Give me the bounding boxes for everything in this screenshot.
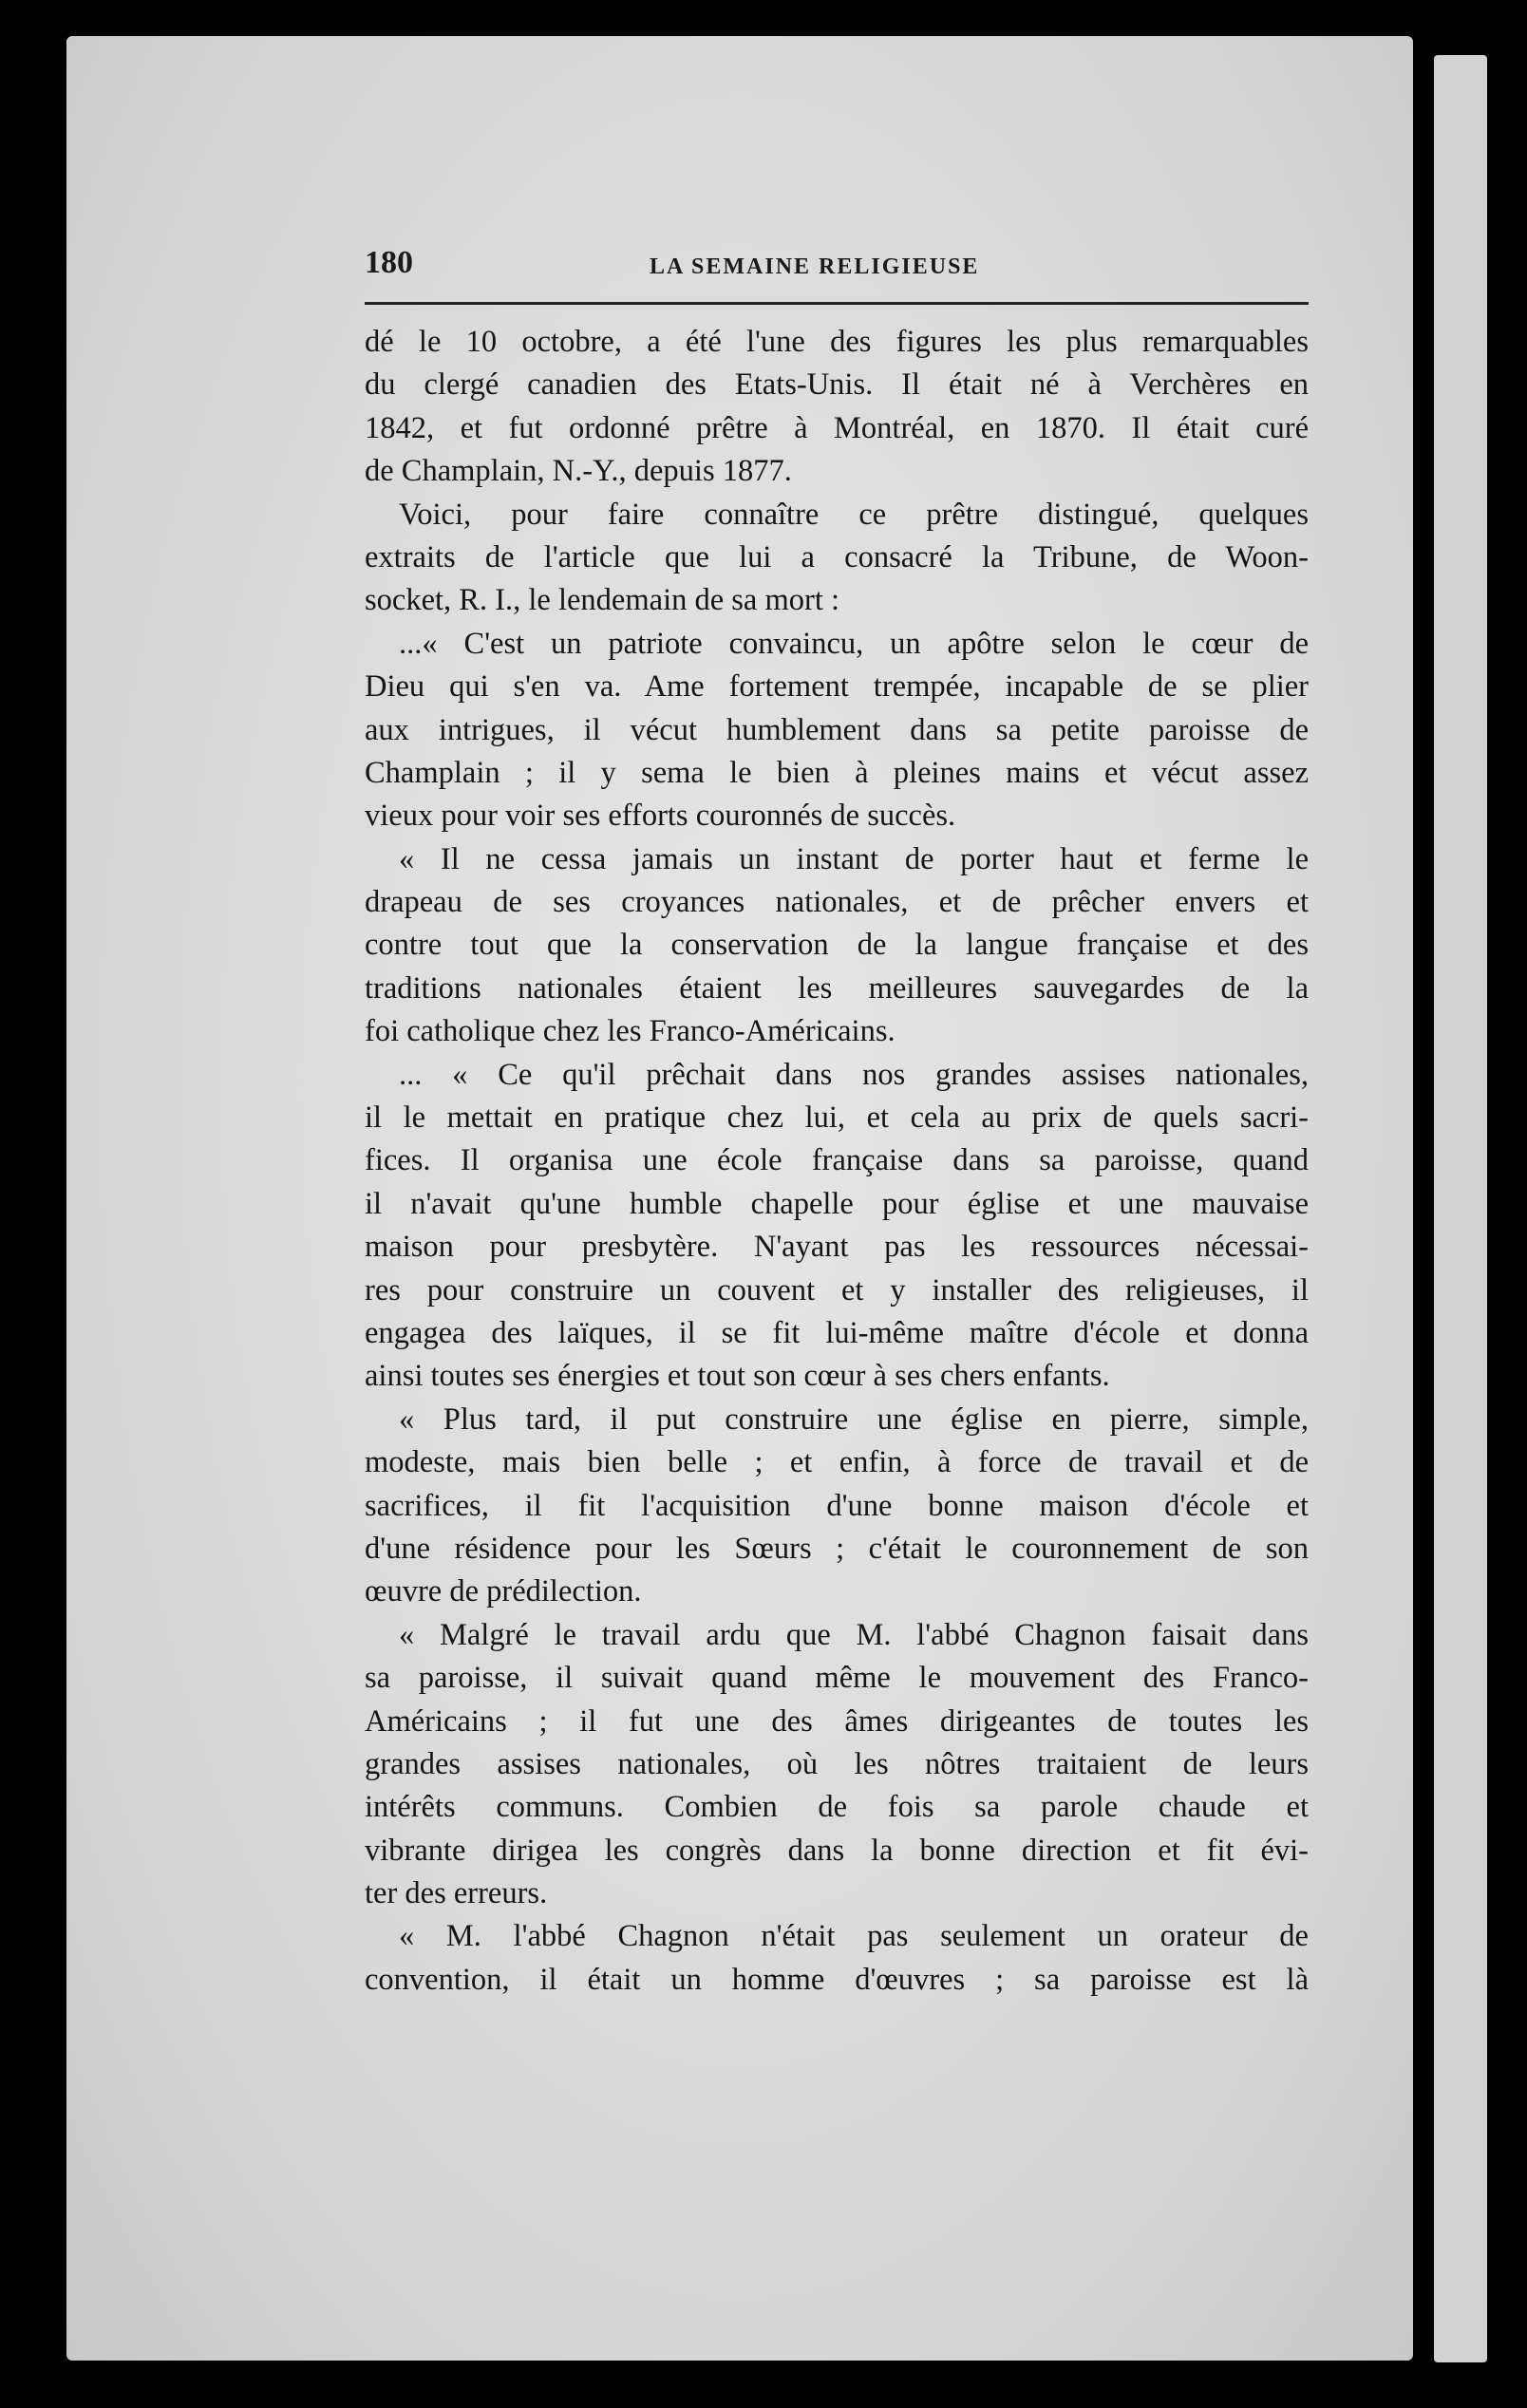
- text-line: Américains ; il fut une des âmes dirigeantes de toutes les: [365, 1703, 1309, 1739]
- text-line: ...« C'est un patriote convaincu, un apôtre selon le cœur de: [399, 626, 1309, 661]
- adjacent-page-edge: [1434, 55, 1487, 2362]
- text-line: maison pour presbytère. N'ayant pas les ressources nécessai-: [365, 1230, 1309, 1265]
- text-line: traditions nationales étaient les meilleures sauvegardes de la: [365, 970, 1309, 1006]
- text-line: il le mettait en pratique chez lui, et cela au prix de quels sacri-: [365, 1101, 1309, 1136]
- text-line: intérêts communs. Combien de fois sa parole chaude et: [365, 1790, 1309, 1825]
- text-line: extraits de l'article que lui a consacré la Tribune, de Woon-: [365, 539, 1309, 574]
- text-line: « M. l'abbé Chagnon n'était pas seulement un orateur de: [399, 1919, 1309, 1954]
- page-number: 180: [365, 245, 413, 280]
- page-header: [365, 245, 1309, 302]
- text-line: vibrante dirigea les congrès dans la bonne direction et fit évi-: [365, 1833, 1309, 1868]
- text-line: grandes assises nationales, où les nôtres traitaient de leurs: [365, 1746, 1309, 1781]
- text-line: dé le 10 octobre, a été l'une des figures les plus remarquables: [365, 325, 1309, 359]
- text-line: sacrifices, il fit l'acquisition d'une bonne maison d'école et: [365, 1488, 1309, 1523]
- text-line: 1842, et fut ordonné prêtre à Montréal, en 1870. Il était curé: [365, 410, 1309, 445]
- text-line: « Il ne cessa jamais un instant de porter haut et ferme le: [399, 841, 1309, 876]
- text-line: modeste, mais bien belle ; et enfin, à force de travail et de: [365, 1445, 1309, 1480]
- text-line: socket, R. I., le lendemain de sa mort :: [365, 583, 840, 618]
- text-line: engagea des laïques, il se fit lui-même maître d'école et donna: [365, 1315, 1309, 1350]
- running-title: LA SEMAINE RELIGIEUSE: [650, 254, 980, 279]
- text-line: vieux pour voir ses efforts couronnés de succès.: [365, 799, 956, 834]
- text-line: œuvre de prédilection.: [365, 1574, 642, 1609]
- text-line: Dieu qui s'en va. Ame fortement trempée, incapable de se plier: [365, 669, 1309, 705]
- header-rule: [365, 302, 1309, 305]
- text-line: contre tout que la conservation de la langue française et des: [365, 928, 1309, 963]
- body-text: [365, 321, 1309, 2002]
- text-line: d'une résidence pour les Sœurs ; c'était le couronnement de son: [365, 1531, 1309, 1566]
- text-line: ... « Ce qu'il prêchait dans nos grandes assises nationales,: [399, 1057, 1309, 1092]
- text-line: fices. Il organisa une école française dans sa paroisse, quand: [365, 1143, 1309, 1178]
- text-line: « Malgré le travail ardu que M. l'abbé Chagnon faisait dans: [399, 1617, 1309, 1652]
- text-line: ainsi toutes ses énergies et tout son cœur à ses chers enfants.: [365, 1359, 1110, 1394]
- text-line: de Champlain, N.-Y., depuis 1877.: [365, 454, 792, 489]
- text-line: convention, il était un homme d'œuvres ; sa paroisse est là: [365, 1962, 1309, 1997]
- text-line: Voici, pour faire connaître ce prêtre distingué, quelques: [399, 497, 1309, 532]
- text-line: foi catholique chez les Franco-Américains.: [365, 1014, 895, 1049]
- text-line: sa paroisse, il suivait quand même le mouvement des Franco-: [365, 1661, 1309, 1696]
- text-line: res pour construire un couvent et y installer des religieuses, il: [365, 1272, 1309, 1307]
- text-line: du clergé canadien des Etats-Unis. Il était né à Verchères en: [365, 367, 1309, 403]
- text-line: ter des erreurs.: [365, 1876, 548, 1911]
- text-line: drapeau de ses croyances nationales, et de prêcher envers et: [365, 885, 1309, 920]
- text-line: aux intrigues, il vécut humblement dans sa petite paroisse de: [365, 712, 1309, 747]
- text-line: il n'avait qu'une humble chapelle pour église et une mauvaise: [365, 1186, 1309, 1221]
- text-line: Champlain ; il y sema le bien à pleines mains et vécut assez: [365, 755, 1309, 790]
- text-line: « Plus tard, il put construire une église en pierre, simple,: [399, 1402, 1309, 1437]
